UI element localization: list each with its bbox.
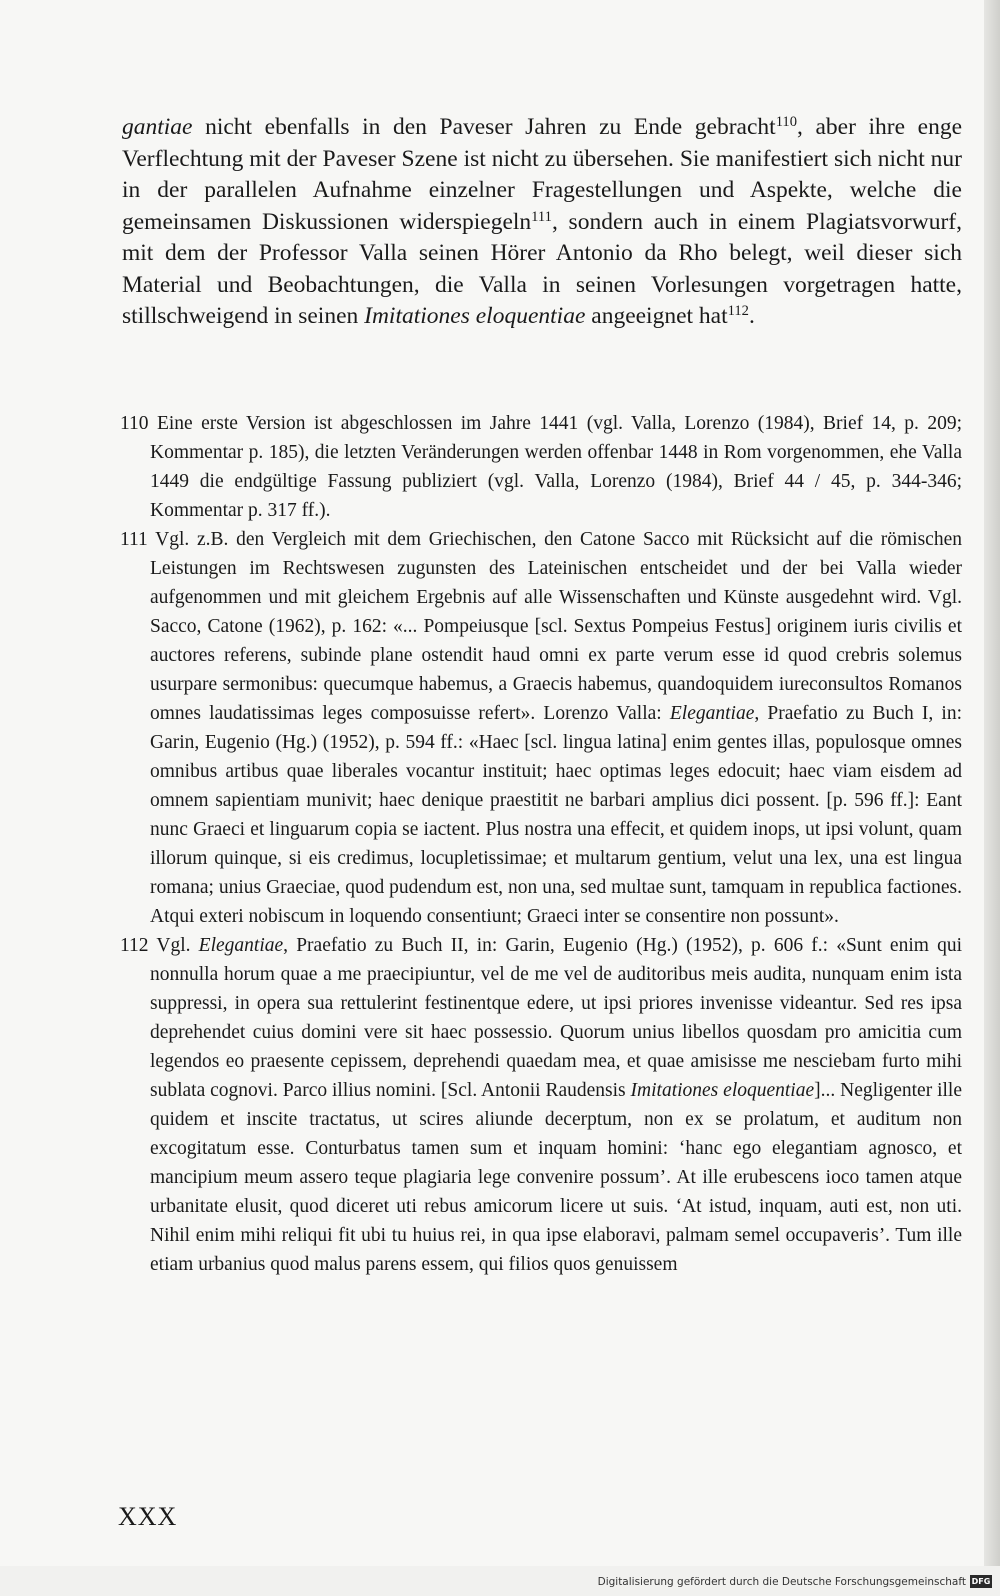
- body-text-segment: .: [748, 303, 755, 329]
- footnote-body: , Praefatio zu Buch I, in: Garin, Eugenio (Hg.) (1952), p. 594 ff.: «Haec [scl. lingua latina] enim gentes illas, populosque omnes omnibus artibus quae liberales vocantur instituit; haec optimas leges edocuit; haec viam eisdem ad omnem sapientiam munivit; haec denique praestitit ne barbari amplius dici possent. [p. 596 ff.]: Eant nunc Graeci et linguarum copia se iactent. Plus nostra una effecit, et quidem inops, ut ipsi volunt, quam illorum quinque, si eis credimus, locupletissimae; et multarum gentium, velut una lex, una est lingua romana; unius Graeciae, quod pudendum est, non una, sed multae sunt, tamquam in republica factiones. Atqui exteri nobiscum in loquendo consentiunt; Graeci inter se consentire non possunt».: [150, 703, 963, 927]
- footnote-ref-110[interactable]: 110: [775, 114, 797, 130]
- body-text-segment: angeeignet hat: [585, 303, 728, 329]
- dfg-credit: Digitalisierung gefördert durch die Deutsche Forschungsgemeinschaft: [597, 1576, 966, 1588]
- footnote-body: Vgl. z.B. den Vergleich mit dem Griechischen, den Catone Sacco mit Rücksicht auf die römischen Leistungen im Rechtswesen zugunsten des Lateinischen entscheidet und der bei Valla wieder aufgenommen und mit gleichem Ergebnis auf alle Wissenschaften und Künste ausgedehnt wird. Vgl. Sacco, Catone (1962), p. 162: «... Pompeiusque [scl. Sextus Pompeius Festus] originem iuris civilis et auctores referens, subinde plane ostendit haud omni ex parte verum esse id quod crebris solemus usurpare sermonibus: quecumque habemus, a Graecis habemus, quandoquidem iureconsultos Romanos omnes laudatissimas leges composuisse refert». Lorenzo Valla:: [150, 529, 962, 724]
- footnote-number: 110: [120, 413, 149, 434]
- footnote-body: ]... Negligenter ille quidem et inscite tractatus, ut scires aliunde decerptum, non ex se prolatum, et auditum non excogitatum esse. Conturbatus tamen sum et inquam homini: ‘hanc ego elegantiam agnosco, et mancipium meum assero teque plagiaria lege convenire possum’. At ille erubescens ioco tamen atque urbanitate elusit, quod diceret uti rebus amicorum licere ut suis. ‘At istud, inquam, auti est, non uti. Nihil enim mihi reliqui fit ubi tu huius rei, in qua ipse elaboravi, palmam semel occupaveris’. Tum ille etiam urbanius quod malus parens essem, qui filios quos genuissem: [150, 1080, 962, 1275]
- italic-title-fragment: gantiae: [122, 114, 193, 140]
- page-number: XXX: [118, 1502, 178, 1531]
- italic-title: Imitationes eloquentiae: [630, 1080, 815, 1101]
- footnote-text: [120, 525, 962, 931]
- footnote-ref-111[interactable]: 111: [531, 208, 552, 225]
- body-text-segment: , sondern auch in einem Plagiatsvorwurf, mit dem der Professor Valla seinen Hörer Antonio da Rho belegt, weil dieser sich Material und Beobachtungen, die Valla in seinen Vorlesungen vorgetragen hatte, stillschweigend in seinen: [122, 208, 962, 329]
- footnote-112: [122, 931, 962, 1279]
- footnote-text: [120, 931, 962, 1279]
- italic-title: Elegantiae: [669, 703, 755, 724]
- body-paragraph: [122, 112, 962, 333]
- italic-title: Elegantiae: [198, 935, 284, 956]
- page-edge-shadow: [984, 0, 1000, 1596]
- italic-title: Imitationes eloquentiae: [364, 303, 586, 329]
- footnote-number: 111: [120, 529, 148, 550]
- body-text-segment: , aber ihre enge Verflechtung mit der Paveser Szene ist nicht zu übersehen. Sie manifestiert sich nicht nur in der parallelen Aufnahme einzelner Fragestellungen und Aspekte, welche die gemeinsamen Diskussionen widerspiegeln: [122, 114, 963, 235]
- footnote-body: Eine erste Version ist abgeschlossen im Jahre 1441 (vgl. Valla, Lorenzo (1984), Brief 14, p. 209; Kommentar p. 185), die letzten Veränderungen werden offenbar 1448 in Rom vorgenommen, ehe Valla 1449 die endgültige Fassung publiziert (vgl. Valla, Lorenzo (1984), Brief 44 / 45, p. 344-346; Kommentar p. 317 ff.).: [150, 413, 963, 521]
- footnote-110: [122, 409, 962, 525]
- footnotes: [122, 409, 962, 1279]
- footnote-body: , Praefatio zu Buch II, in: Garin, Eugenio (Hg.) (1952), p. 606 f.: «Sunt enim qui nonnulla horum quae a me praecipiuntur, vel de me vel de auditoribus meis audita, nunquam enim ista suppressi, in opera sua rettulerint festinentque edere, ut ipsi priores invenisse videantur. Sed res ipsa deprehendet cuius domini vere sit haec possessio. Quorum unius libellos quosdam pro amicitia cum legendos eo praesente cepissem, deprehendi quaedam mea, et quae amisisse me nesciebam furto mihi sublata cognovi. Parco illius nomini. [Scl. Antonii Raudensis: [150, 935, 962, 1101]
- footnote-number: 112: [120, 935, 149, 956]
- body-text-segment: nicht ebenfalls in den Paveser Jahren zu Ende gebracht: [192, 114, 776, 140]
- footnote-text: [120, 409, 962, 525]
- footnote-body: Vgl.: [156, 935, 199, 956]
- footnote-ref-112[interactable]: 112: [727, 303, 749, 319]
- footnote-111: [122, 525, 962, 931]
- dfg-logo-icon: DFG: [971, 1577, 991, 1586]
